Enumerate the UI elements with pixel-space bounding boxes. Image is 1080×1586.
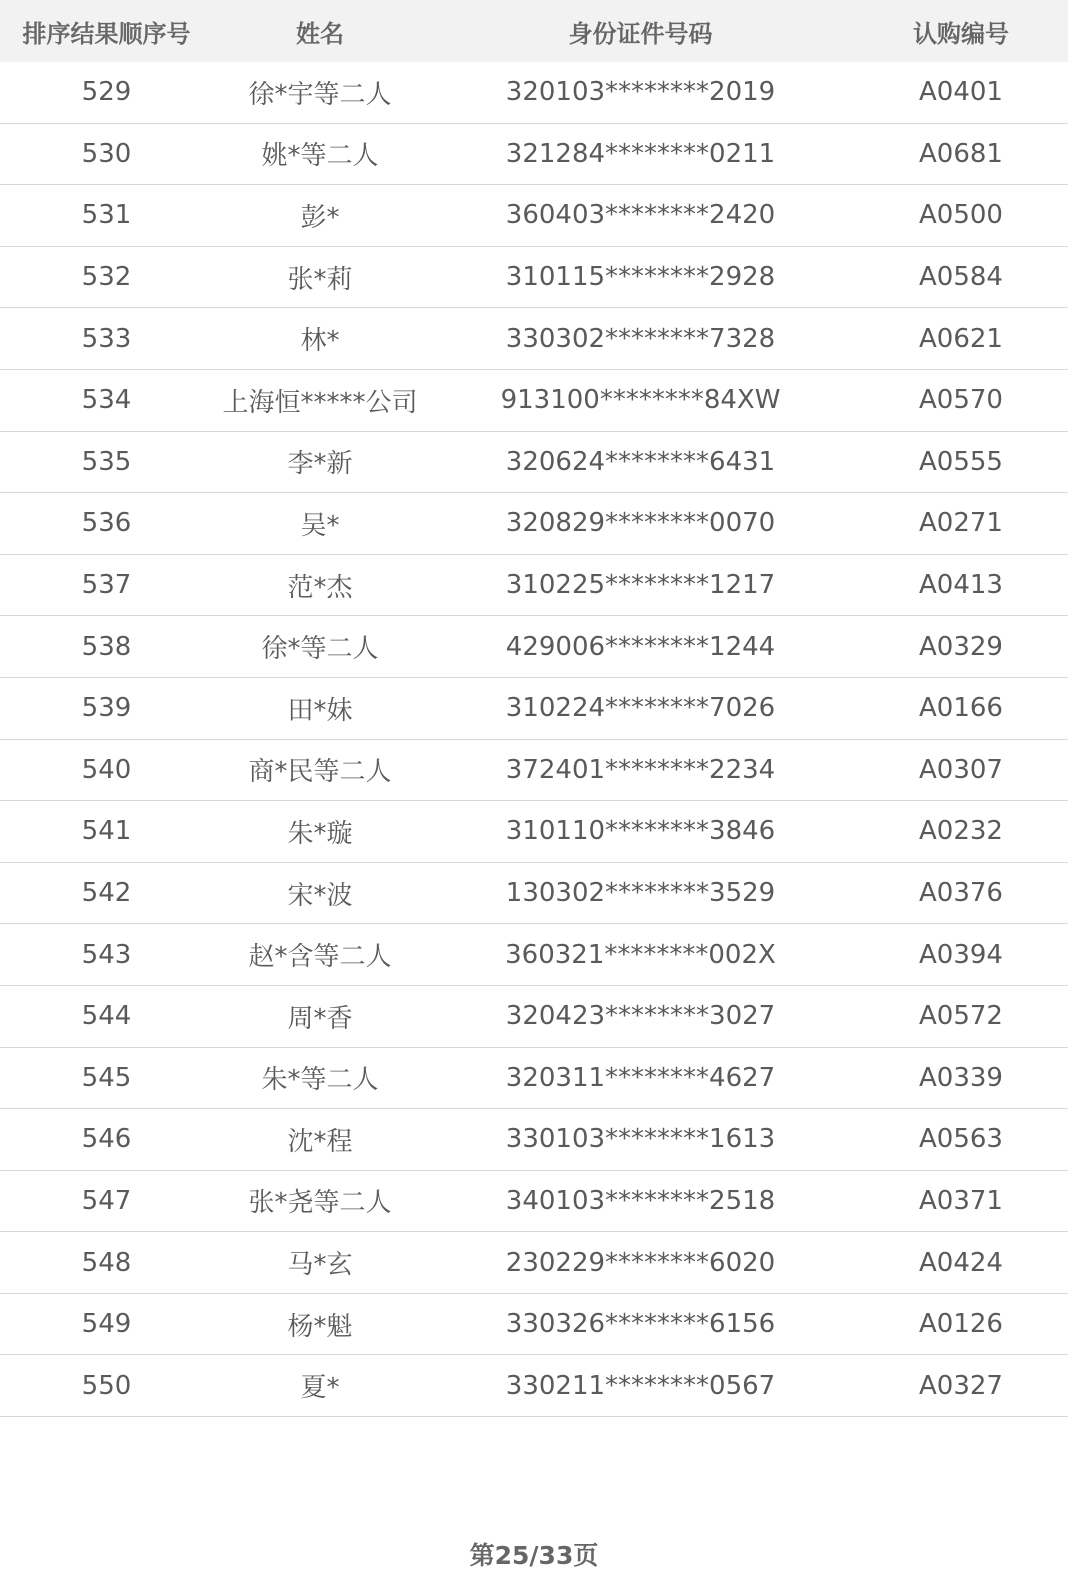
id-number-cell: 321284********0211 [505,138,776,169]
order-number-cell: 541 [81,816,132,847]
subscription-number-cell: A0394 [919,939,1003,970]
name-cell: 张*莉 [287,264,353,295]
name-cell: 张*尧等二人 [248,1188,392,1219]
table-row [0,986,1068,1048]
subscription-number-cell: A0570 [919,385,1003,416]
name-cell: 赵*含等二人 [248,942,392,973]
table-row [0,616,1068,678]
table-row [0,124,1068,186]
table-row [0,1355,1068,1417]
order-number-cell: 548 [81,1247,132,1278]
table-row [0,308,1068,370]
table-row [0,1294,1068,1356]
table-row [0,555,1068,617]
name-cell: 徐*等二人 [261,634,379,665]
order-number-cell: 540 [81,754,132,785]
table-row [0,1109,1068,1171]
order-number-cell: 544 [81,1001,132,1032]
subscription-number-cell: A0126 [919,1309,1003,1340]
name-cell: 范*杰 [287,572,353,603]
subscription-number-cell: A0376 [919,878,1003,909]
id-number-cell: 230229********6020 [505,1247,776,1278]
name-cell: 姚*等二人 [261,141,379,172]
name-cell: 商*民等二人 [248,757,392,788]
order-number-cell: 547 [81,1185,132,1216]
id-number-cell: 320103********2019 [505,77,776,108]
order-number-cell: 539 [81,693,132,724]
id-number-cell: 320624********6431 [505,446,776,477]
subscription-number-cell: A0329 [919,631,1003,662]
name-cell: 吴* [300,510,340,541]
subscription-number-cell: A0424 [919,1247,1003,1278]
name-cell: 林* [300,326,340,357]
order-number-cell: 550 [81,1370,132,1401]
id-number-cell: 320311********4627 [505,1062,776,1093]
name-cell: 李*新 [287,449,353,480]
page-indicator: 第25/33页 [469,1541,599,1570]
order-number-cell: 542 [81,878,132,909]
subscription-number-cell: A0166 [919,693,1003,724]
subscription-number-cell: A0563 [919,1124,1003,1155]
name-cell: 徐*宇等二人 [248,79,392,110]
subscription-number-cell: A0572 [919,1001,1003,1032]
header-id-number: 身份证件号码 [568,19,713,48]
subscription-number-cell: A0621 [919,323,1003,354]
name-cell: 沈*程 [287,1126,353,1157]
table-row [0,247,1068,309]
id-number-cell: 320423********3027 [505,1001,776,1032]
id-number-cell: 913100********84XW [500,385,781,416]
order-number-cell: 546 [81,1124,132,1155]
subscription-number-cell: A0500 [919,200,1003,231]
order-number-cell: 532 [81,262,132,293]
table-header [0,0,1068,62]
subscription-number-cell: A0307 [919,754,1003,785]
id-number-cell: 360403********2420 [505,200,776,231]
table-row [0,924,1068,986]
table-row [0,740,1068,802]
table-body [0,62,1068,1417]
order-number-cell: 538 [81,631,132,662]
name-cell: 朱*等二人 [261,1065,379,1096]
name-cell: 杨*魁 [287,1311,353,1342]
subscription-number-cell: A0401 [919,77,1003,108]
id-number-cell: 372401********2234 [505,754,776,785]
id-number-cell: 320829********0070 [505,508,776,539]
table-row [0,678,1068,740]
id-number-cell: 330103********1613 [505,1124,776,1155]
table-row [0,863,1068,925]
order-number-cell: 534 [81,385,132,416]
id-number-cell: 330211********0567 [505,1370,776,1401]
name-cell: 彭* [300,202,340,233]
order-number-cell: 536 [81,508,132,539]
subscription-number-cell: A0232 [919,816,1003,847]
table-row [0,493,1068,555]
order-number-cell: 543 [81,939,132,970]
header-subscription-number: 认购编号 [913,19,1009,48]
order-number-cell: 533 [81,323,132,354]
name-cell: 宋*波 [287,880,353,911]
id-number-cell: 360321********002X [505,939,776,970]
name-cell: 上海恒*****公司 [222,387,418,418]
header-order-number: 排序结果顺序号 [22,19,191,48]
order-number-cell: 531 [81,200,132,231]
order-number-cell: 530 [81,138,132,169]
name-cell: 夏* [300,1373,340,1404]
id-number-cell: 340103********2518 [505,1185,776,1216]
subscription-number-cell: A0584 [919,262,1003,293]
table-row [0,370,1068,432]
id-number-cell: 130302********3529 [505,878,776,909]
subscription-number-cell: A0339 [919,1062,1003,1093]
order-number-cell: 545 [81,1062,132,1093]
subscription-number-cell: A0271 [919,508,1003,539]
id-number-cell: 429006********1244 [505,631,776,662]
table-row [0,1048,1068,1110]
id-number-cell: 310115********2928 [505,262,776,293]
id-number-cell: 330326********6156 [505,1309,776,1340]
subscription-number-cell: A0413 [919,570,1003,601]
subscription-number-cell: A0555 [919,446,1003,477]
header-name: 姓名 [296,19,344,48]
id-number-cell: 330302********7328 [505,323,776,354]
table-row [0,1171,1068,1233]
table-row [0,801,1068,863]
name-cell: 周*香 [287,1003,353,1034]
name-cell: 朱*璇 [287,818,353,849]
subscription-number-cell: A0327 [919,1370,1003,1401]
table-row [0,62,1068,124]
table-row [0,185,1068,247]
order-number-cell: 537 [81,570,132,601]
table-row [0,1232,1068,1294]
table-row [0,432,1068,494]
order-number-cell: 549 [81,1309,132,1340]
id-number-cell: 310110********3846 [505,816,776,847]
id-number-cell: 310224********7026 [505,693,776,724]
order-number-cell: 535 [81,446,132,477]
name-cell: 马*玄 [287,1250,353,1281]
subscription-number-cell: A0371 [919,1185,1003,1216]
name-cell: 田*妹 [287,695,353,726]
id-number-cell: 310225********1217 [505,570,776,601]
order-number-cell: 529 [81,77,132,108]
subscription-number-cell: A0681 [919,138,1003,169]
